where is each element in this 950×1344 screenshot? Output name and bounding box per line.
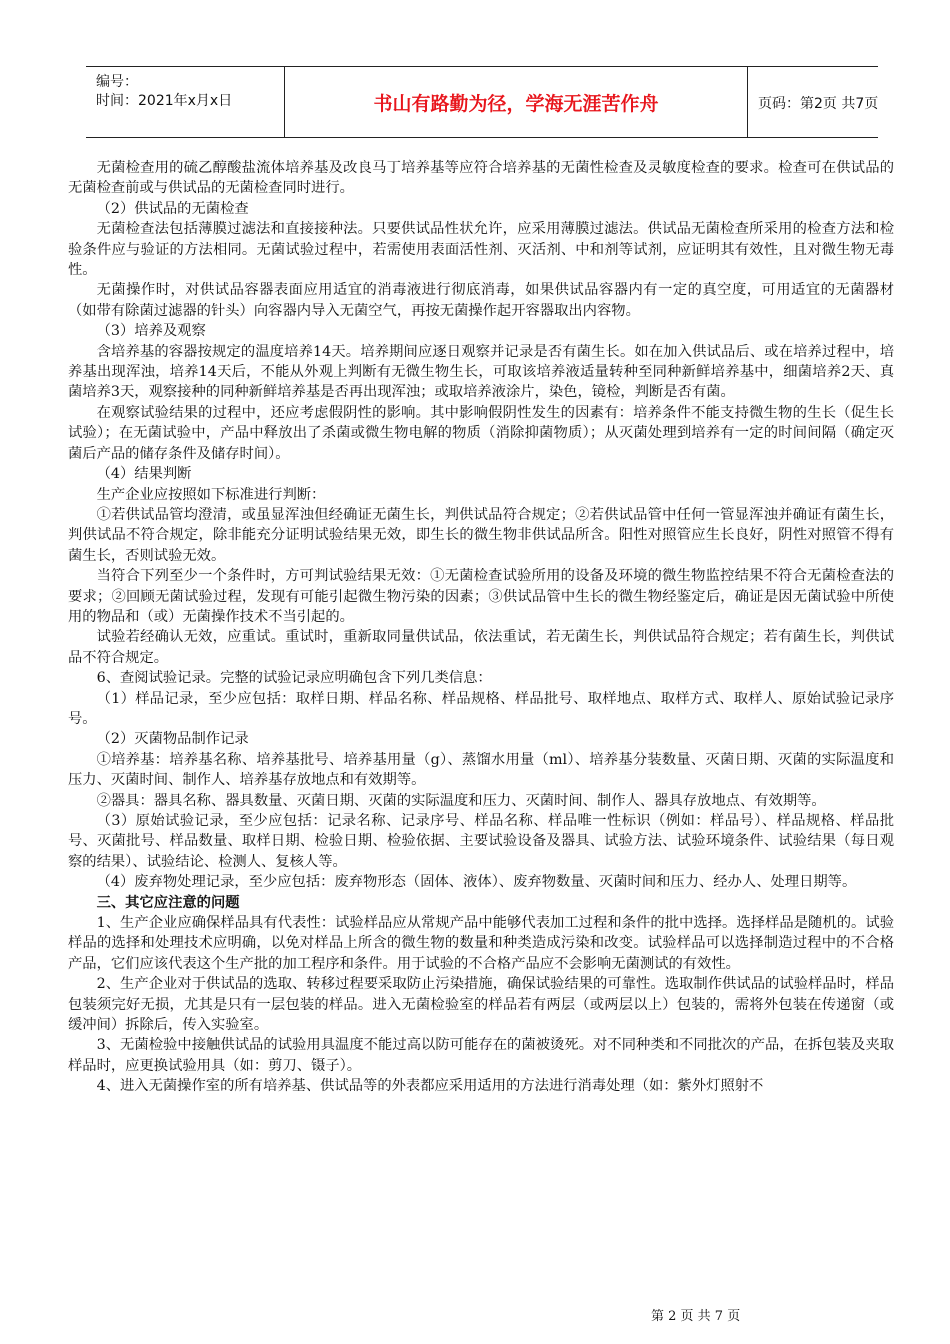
page-footer: 第 2 页 共 7 页 <box>651 1309 741 1324</box>
paragraph: 无菌检查用的硫乙醇酸盐流体培养基及改良马丁培养基等应符合培养基的无菌性检查及灵敏度检查的要求。检查可在供试品的无菌检查前或与供试品的无菌检查同时进行。 <box>68 160 894 197</box>
header-motto: 书山有路勤为径，学海无涯苦作舟 <box>284 67 748 137</box>
paragraph: ①培养基：培养基名称、培养基批号、培养基用量（g）、蒸馏水用量（ml）、培养基分装数量、灭菌日期、灭菌的实际温度和压力、灭菌时间、制作人、培养基存放地点和有效期等。 <box>68 751 894 789</box>
header-left-cell <box>96 73 282 111</box>
section-heading: （2）供试品的无菌检查 <box>96 200 249 217</box>
paragraph: 1、生产企业应确保样品具有代表性：试验样品应从常规产品中能够代表加工过程和条件的批中选择。选择样品是随机的。试验样品的选择和处理技术应明确，以免对样品上所含的微生物的数量和种类造成污染和改变。试验样品可以选择制造过程中的不合格产品，它们应该代表这个生产批的加工程序和条件。用于试验的不合格产品应不会影响无菌测试的有效性。 <box>68 915 894 972</box>
paragraph: 在观察试验结果的过程中，还应考虑假阴性的影响。其中影响假阴性发生的因素有：培养条件不能支持微生物的生长（促生长试验）；在无菌试验中，产品中释放出了杀菌或微生物电解的物质（消除抑菌物质）；从灭菌处理到培养有一定的时间间隔（确定灭菌后产品的储存条件及储存时间）。 <box>68 404 894 462</box>
page-header <box>86 66 878 138</box>
paragraph: 无菌操作时，对供试品容器表面应用适宜的消毒液进行彻底消毒，如果供试品容器内有一定的真空度，可用适宜的无菌器材（如带有除菌过滤器的针头）向容器内导入无菌空气，再按无菌操作起开容器取出内容物。 <box>68 282 894 319</box>
number-label: 编号： <box>96 74 138 90</box>
paragraph: （3）原始试验记录，至少应包括：记录名称、记录序号、样品名称、样品唯一性标识（例如：样品号）、样品规格、样品批号、灭菌批号、样品数量、取样日期、检验日期、检验依据、主要试验设备及器具、试验方法、试验环境条件、试验结果（每日观察的结果）、试验结论、检测人、复核人等。 <box>68 813 894 870</box>
paragraph: 2、生产企业对于供试品的选取、转移过程要采取防止污染措施，确保试验结果的可靠性。选取制作供试品的试验样品时，样品包装须完好无损，尤其是只有一层包装的样品。进入无菌检验室的样品若有两层（或两层以上）包装的，需将外包装在传递窗（或缓冲间）拆除后，传入实验室。 <box>68 976 894 1034</box>
section-heading: （4）结果判断 <box>96 466 192 483</box>
paragraph: 当符合下列至少一个条件时，方可判试验结果无效：①无菌检查试验所用的设备及环境的微生物监控结果不符合无菌检查法的要求；②回顾无菌试验过程，发现有可能引起微生物污染的因素；③供试品管中生长的微生物经鉴定后，确证是因无菌试验中所使用的物品和（或）无菌操作技术不当引起的。 <box>68 568 894 625</box>
paragraph: 无菌检查法包括薄膜过滤法和直接接种法。只要供试品性状允许，应采用薄膜过滤法。供试品无菌检查所采用的检查方法和检验条件应与验证的方法相同。无菌试验过程中，若需使用表面活性剂、灭活剂、中和剂等试剂，应证明其有效性，且对微生物无毒性。 <box>68 221 894 279</box>
section-heading: （3）培养及观察 <box>96 323 206 340</box>
paragraph: 生产企业应按照如下标准进行判断： <box>96 486 326 503</box>
time-label: 时间：2021年x月x日 <box>96 93 233 109</box>
chapter-heading: 三、其它应注意的问题 <box>96 894 240 911</box>
paragraph: 3、无菌检验中接触供试品的试验用具温度不能过高以防可能存在的菌被烫死。对不同种类和不同批次的产品，在拆包装及夹取样品时，应更换试验用具（如：剪刀、镊子）。 <box>68 1037 894 1074</box>
paragraph: 试验若经确认无效，应重试。重试时，重新取同量供试品，依法重试，若无菌生长，判供试品符合规定；若有菌生长，判供试品不符合规定。 <box>68 629 894 666</box>
paragraph: ①若供试品管均澄清，或虽显浑浊但经确证无菌生长，判供试品符合规定；②若供试品管中任何一管显浑浊并确证有菌生长，判供试品不符合规定，除非能充分证明试验结果无效，即生长的微生物非供试品所含。阳性对照管应生长良好，阴性对照管不得有菌生长，否则试验无效。 <box>68 506 894 564</box>
paragraph: 含培养基的容器按规定的温度培养14天。培养期间应逐日观察并记录是否有菌生长。如在加入供试品后、或在培养过程中，培养基出现浑浊，培养14天后，不能从外观上判断有无微生物生长，可取该培养液适量转种至同种新鲜培养基中，细菌培养2天、真菌培养3天，观察接种的同种新鲜培养基是否再出现浑浊；或取培养液涂片，染色，镜检，判断是否有菌。 <box>68 343 894 401</box>
paragraph: （1）样品记录，至少应包括：取样日期、样品名称、样品规格、样品批号、取样地点、取样方式、取样人、原始试验记录序号。 <box>68 690 894 727</box>
paragraph: 4、进入无菌操作室的所有培养基、供试品等的外表都应采用适用的方法进行消毒处理（如：紫外灯照射不 <box>96 1078 764 1095</box>
header-page-info: 页码：第2页 共7页 <box>758 96 879 112</box>
section-heading: （2）灭菌物品制作记录 <box>96 731 249 748</box>
paragraph: 6、查阅试验记录。完整的试验记录应明确包含下列几类信息： <box>96 670 492 687</box>
paragraph: （4）废弃物处理记录，至少应包括：废弃物形态（固体、液体）、废弃物数量、灭菌时间和压力、经办人、处理日期等。 <box>96 874 857 891</box>
document-body <box>68 158 894 1097</box>
paragraph: ②器具：器具名称、器具数量、灭菌日期、灭菌的实际温度和压力、灭菌时间、制作人、器具存放地点、有效期等。 <box>96 792 826 809</box>
